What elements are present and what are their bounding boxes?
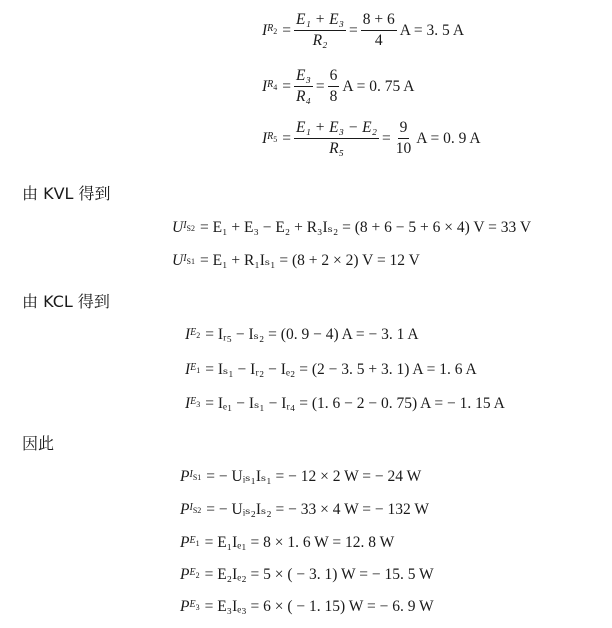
equation-kcl-ie3: I $E_3$ = Iₑ₁ − Iₛ₁ − Iᵣ₄ = (1. 6 − 2 − 0. 75) A = − 1. 15 A xyxy=(185,395,505,412)
eq-lhs: I xyxy=(262,130,268,148)
eq-rhs: = Iₛ₁ − Iᵣ₂ − Iₑ₂ = (2 − 3. 5 + 3. 1) A = 1. 6 A xyxy=(205,361,477,378)
equation-ir2: I $R_2$ = $\frac{\text{E₁ + E₃}}{\text{R₂}}$ = $\frac{8 + 6}{4}$ A = 3. 5 A xyxy=(262,11,465,50)
eq-lhs-sub: R xyxy=(267,23,274,35)
equation-power-is2: P $I_{S2}$ = − Uᵢₛ₂Iₛ₂ = − 33 × 4 W = − 132 W xyxy=(180,501,430,518)
fraction-numeric: $\frac{8 + 6}{4}$ xyxy=(362,11,395,50)
eq-lhs: P xyxy=(180,501,190,518)
fraction-numeric: $\frac{6}{8}$ xyxy=(329,67,338,106)
eq-lhs: P xyxy=(180,468,190,485)
equation-power-is1: P $I_{S1}$ = − Uᵢₛ₁Iₛ₁ = − 12 × 2 W = − 24 W xyxy=(180,468,422,485)
eq-lhs: I xyxy=(185,326,191,343)
eq-rhs: = − Uᵢₛ₁Iₛ₁ = − 12 × 2 W = − 24 W xyxy=(206,468,422,485)
eq-rhs: = − Uᵢₛ₂Iₛ₂ = − 33 × 4 W = − 132 W xyxy=(206,501,430,518)
eq-lhs: P xyxy=(180,566,190,583)
equation-kcl-ie1: I $E_1$ = Iₛ₁ − Iᵣ₂ − Iₑ₂ = (2 − 3. 5 + 3. 1) A = 1. 6 A xyxy=(185,361,477,378)
equation-kvl-us2: U $I_{S2}$ = E₁ + E₃ − E₂ + R₃Iₛ₂ = (8 + 6 − 5 + 6 × 4) V = 33 V xyxy=(172,219,532,236)
equation-power-e1: P $E_1$ = E₁Iₑ₁ = 8 × 1. 6 W = 12. 8 W xyxy=(180,534,395,551)
equation-power-e3: P $E_3$ = E₃Iₑ₃ = 6 × ( − 1. 15) W = − 6. 9 W xyxy=(180,598,434,615)
eq-lhs: U xyxy=(172,252,184,269)
label-kvl: 由 KVL 得到 xyxy=(22,184,111,203)
eq-rhs: = Iₑ₁ − Iₛ₁ − Iᵣ₄ = (1. 6 − 2 − 0. 75) A = − 1. 15 A xyxy=(205,395,505,412)
equation-kcl-ie2: I $E_2$ = Iᵣ₅ − Iₛ₂ = (0. 9 − 4) A = − 3. 1 A xyxy=(185,326,419,343)
eq-rhs: = E₁ + R₁Iₛ₁ = (8 + 2 × 2) V = 12 V xyxy=(200,252,420,269)
eq-lhs: P xyxy=(180,534,190,551)
fraction-symbolic: $\frac{\text{E₁ + E₃}}{\text{R₂}}$ xyxy=(296,11,344,50)
eq-rhs: = E₂Iₑ₂ = 5 × ( − 3. 1) W = − 15. 5 W xyxy=(204,566,434,583)
eq-lhs-subsub: 2 xyxy=(273,27,278,37)
equation-kvl-us1: U $I_{S1}$ = E₁ + R₁Iₛ₁ = (8 + 2 × 2) V = 12 V xyxy=(172,252,420,269)
eq-lhs: U xyxy=(172,219,184,236)
fraction-numeric: $\frac{9}{10}$ xyxy=(395,119,412,158)
eq-rhs: = E₁Iₑ₁ = 8 × 1. 6 W = 12. 8 W xyxy=(204,534,395,551)
fraction-symbolic: $\frac{\text{E₁ + E₃ − E₂}}{\text{R₅}}$ xyxy=(296,119,378,158)
equation-ir5: I $R_5$ = $\frac{\text{E₁ + E₃ − E₂}}{\text{R₅}}$ = $\frac{9}{10}$ A = 0. 9 A xyxy=(262,119,481,158)
fraction-symbolic: $\frac{\text{E₃}}{\text{R₄}}$ xyxy=(296,67,311,106)
eq-lhs: I xyxy=(262,22,268,40)
eq-rhs: = E₁ + E₃ − E₂ + R₃Iₛ₂ = (8 + 6 − 5 + 6 × 4) V = 33 V xyxy=(200,219,532,236)
eq-rhs: = Iᵣ₅ − Iₛ₂ = (0. 9 − 4) A = − 3. 1 A xyxy=(205,326,419,343)
eq-lhs: I xyxy=(185,395,191,412)
eq-result: A = 0. 9 A xyxy=(416,130,481,148)
eq-lhs: P xyxy=(180,598,190,615)
eq-rhs: = E₃Iₑ₃ = 6 × ( − 1. 15) W = − 6. 9 W xyxy=(204,598,434,615)
eq-lhs: I xyxy=(185,361,191,378)
label-kcl: 由 KCL 得到 xyxy=(22,292,110,311)
eq-result: A = 3. 5 A xyxy=(399,22,465,40)
equation-power-e2: P $E_2$ = E₂Iₑ₂ = 5 × ( − 3. 1) W = − 15. 5 W xyxy=(180,566,434,583)
equation-ir4: I $R_4$ = $\frac{\text{E₃}}{\text{R₄}}$ = $\frac{6}{8}$ A = 0. 75 A xyxy=(262,67,415,106)
eq-lhs-sub: R xyxy=(267,79,274,91)
eq-result: A = 0. 75 A xyxy=(342,78,415,96)
eq-lhs-subsub: 4 xyxy=(273,83,278,93)
eq-lhs-subsub: 5 xyxy=(273,135,278,145)
eq-lhs-sub: R xyxy=(267,131,274,143)
eq-lhs: I xyxy=(262,78,268,96)
label-therefore: 因此 xyxy=(22,434,55,453)
